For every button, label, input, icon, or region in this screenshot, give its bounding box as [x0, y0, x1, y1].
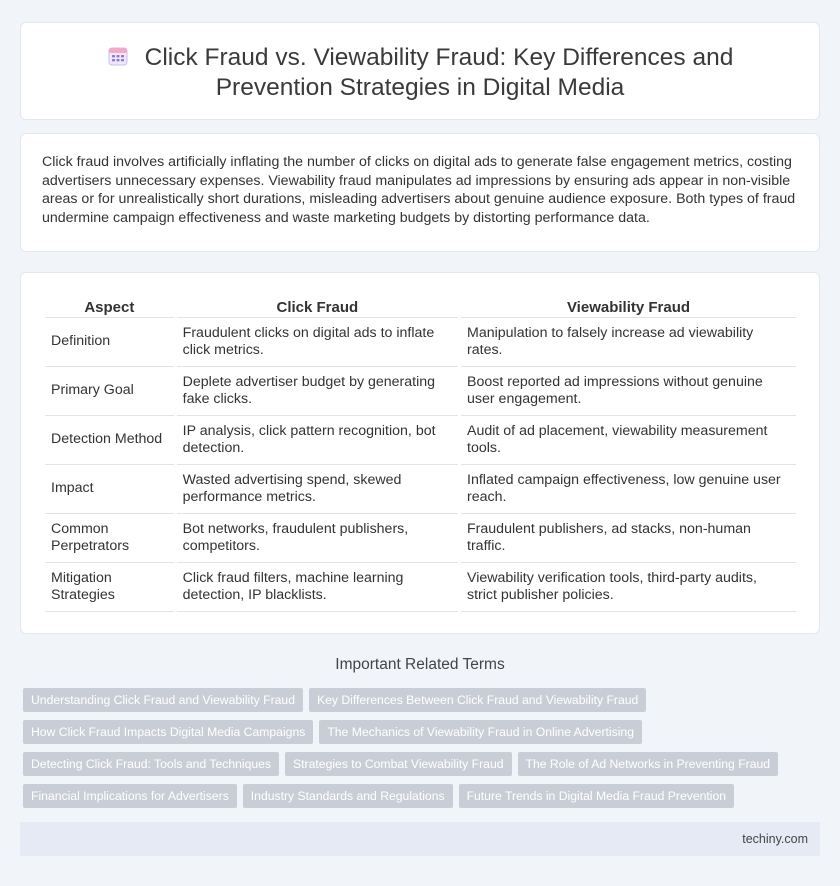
- tag-row: [23, 720, 813, 752]
- header-aspect: Aspect: [45, 296, 174, 318]
- table-cell-viewability-fraud: Boost reported ad impressions without genuine user engagement.: [461, 367, 796, 416]
- related-term-link[interactable]: Understanding Click Fraud and Viewability Fraud: [23, 688, 303, 712]
- related-terms-list: [23, 688, 813, 816]
- table-cell-viewability-fraud: Fraudulent publishers, ad stacks, non-human traffic.: [461, 514, 796, 563]
- related-terms-heading: Important Related Terms: [335, 656, 505, 673]
- table-row: [45, 318, 796, 367]
- calendar-grid-icon: [107, 45, 129, 67]
- comparison-table: [42, 296, 799, 612]
- table-cell-aspect: Definition: [45, 318, 174, 367]
- table-cell-viewability-fraud: Manipulation to falsely increase ad viewability rates.: [461, 318, 796, 367]
- table-cell-click-fraud: Fraudulent clicks on digital ads to inflate click metrics.: [177, 318, 458, 367]
- page-title: Click Fraud vs. Viewability Fraud: Key Differences and Prevention Strategies in Digital Media: [144, 44, 734, 101]
- related-term-link[interactable]: Detecting Click Fraud: Tools and Techniques: [23, 752, 279, 776]
- table-cell-click-fraud: Wasted advertising spend, skewed performance metrics.: [177, 465, 458, 514]
- table-cell-aspect: Detection Method: [45, 416, 174, 465]
- table-row: [45, 367, 796, 416]
- table-cell-click-fraud: Click fraud filters, machine learning detection, IP blacklists.: [177, 563, 458, 612]
- table-cell-viewability-fraud: Inflated campaign effectiveness, low genuine user reach.: [461, 465, 796, 514]
- related-term-link[interactable]: Strategies to Combat Viewability Fraud: [285, 752, 511, 776]
- tag-row: [23, 784, 813, 816]
- table-cell-aspect: Impact: [45, 465, 174, 514]
- footer-bar: [20, 822, 820, 856]
- table-row: [45, 416, 796, 465]
- table-cell-viewability-fraud: Viewability verification tools, third-party audits, strict publisher policies.: [461, 563, 796, 612]
- page-title-wrap: [51, 43, 789, 103]
- table-cell-aspect: Mitigation Strategies: [45, 563, 174, 612]
- table-row: [45, 514, 796, 563]
- comparison-table-card: [20, 272, 820, 634]
- table-header-row: [45, 296, 796, 318]
- header-click-fraud: Click Fraud: [177, 296, 458, 318]
- table-cell-click-fraud: Bot networks, fraudulent publishers, competitors.: [177, 514, 458, 563]
- table-row: [45, 465, 796, 514]
- related-term-link[interactable]: How Click Fraud Impacts Digital Media Campaigns: [23, 720, 313, 744]
- header-viewability-fraud: Viewability Fraud: [461, 296, 796, 318]
- related-term-link[interactable]: Key Differences Between Click Fraud and Viewability Fraud: [309, 688, 646, 712]
- table-cell-click-fraud: Deplete advertiser budget by generating fake clicks.: [177, 367, 458, 416]
- table-row: [45, 563, 796, 612]
- summary-card: [20, 133, 820, 252]
- table-cell-click-fraud: IP analysis, click pattern recognition, bot detection.: [177, 416, 458, 465]
- table-cell-aspect: Primary Goal: [45, 367, 174, 416]
- related-term-link[interactable]: The Mechanics of Viewability Fraud in Online Advertising: [319, 720, 642, 744]
- related-term-link[interactable]: The Role of Ad Networks in Preventing Fraud: [518, 752, 779, 776]
- tag-row: [23, 752, 813, 784]
- table-cell-aspect: Common Perpetrators: [45, 514, 174, 563]
- tag-row: [23, 688, 813, 720]
- summary-paragraph: Click fraud involves artificially inflating the number of clicks on digital ads to generate false engagement metrics, costing advertisers unnecessary expenses. Viewability fraud manipulates ad impressions by ensuring ads appear in non-visible areas or for unrealistically short durations, misleading advertisers about genuine audience exposure. Both types of fraud undermine campaign effectiveness and waste marketing budgets by distorting performance data.: [42, 154, 796, 226]
- table-cell-viewability-fraud: Audit of ad placement, viewability measurement tools.: [461, 416, 796, 465]
- footer-site-name: techiny.com: [742, 832, 808, 846]
- related-term-link[interactable]: Future Trends in Digital Media Fraud Prevention: [459, 784, 734, 808]
- title-card: [20, 22, 820, 120]
- related-term-link[interactable]: Industry Standards and Regulations: [243, 784, 453, 808]
- related-term-link[interactable]: Financial Implications for Advertisers: [23, 784, 237, 808]
